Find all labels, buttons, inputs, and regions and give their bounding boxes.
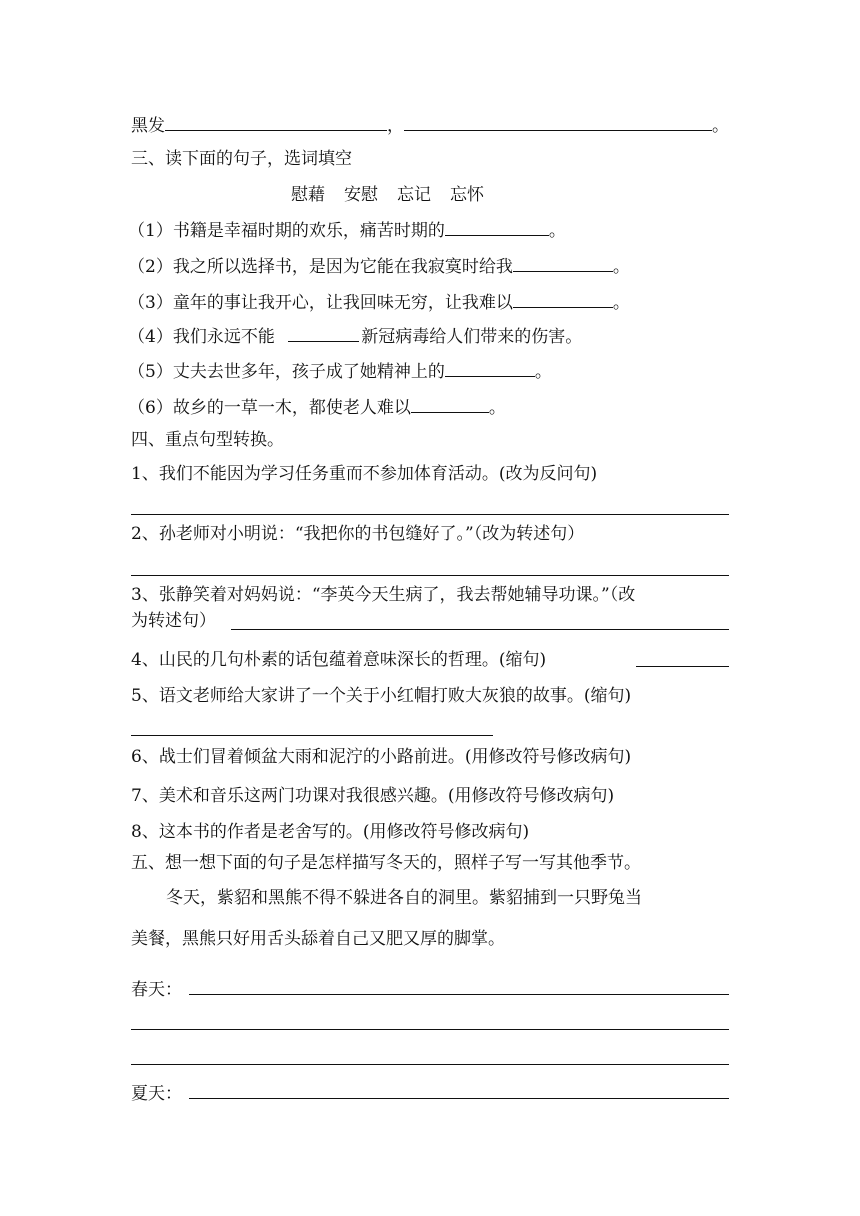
word-option: 忘记	[397, 185, 431, 205]
answer-line[interactable]	[636, 666, 729, 667]
item-text: （1）书籍是幸福时期的欢乐，痛苦时期的	[128, 221, 445, 241]
fill-item-2	[128, 253, 728, 279]
answer-line[interactable]	[131, 575, 729, 576]
answer-line[interactable]	[131, 735, 493, 736]
question-text: 4、山民的几句朴素的话包蕴着意味深长的哲理。(缩句)	[131, 650, 547, 670]
spring-answer-line[interactable]	[131, 1029, 729, 1030]
item-text: （4）我们永远不能	[128, 327, 281, 347]
heifa-line	[131, 112, 731, 138]
answer-blank[interactable]	[404, 112, 712, 131]
fill-item-5	[128, 358, 728, 384]
question-text: 为转述句）	[131, 611, 216, 631]
question-5: 5、语文老师给大家讲了一个关于小红帽打败大灰狼的故事。(缩句)	[131, 686, 632, 706]
item-text: （6）故乡的一草一木，都使老人难以	[128, 398, 411, 418]
item-text: （5）丈夫去世多年，孩子成了她精神上的	[128, 362, 445, 382]
answer-blank[interactable]	[411, 394, 489, 413]
item-end: 新冠病毒给人们带来的伤害。	[361, 327, 583, 347]
question-8: 8、这本书的作者是老舍写的。(用修改符号修改病句)	[131, 822, 530, 842]
question-6: 6、战士们冒着倾盆大雨和泥泞的小路前进。(用修改符号修改病句)	[131, 747, 632, 767]
item-end: 。	[488, 398, 506, 418]
answer-blank[interactable]	[513, 253, 613, 272]
item-end: 。	[548, 221, 566, 241]
question-2: 2、孙老师对小明说：“我把你的书包缝好了。”（改为转述句）	[131, 524, 585, 544]
summer-answer-line[interactable]	[189, 1098, 729, 1099]
fill-item-1	[128, 217, 728, 243]
answer-blank[interactable]	[165, 112, 387, 131]
section-4-title: 四、重点句型转换。	[131, 430, 284, 450]
answer-blank[interactable]	[288, 323, 359, 342]
summer-label: 夏天：	[131, 1084, 182, 1104]
question-4	[131, 648, 731, 672]
answer-line[interactable]	[231, 629, 729, 630]
answer-blank[interactable]	[513, 289, 613, 308]
spring-label: 春天：	[131, 980, 182, 1000]
word-option: 安慰	[344, 185, 378, 205]
example-paragraph-line-1: 冬天，紫貂和黑熊不得不躲进各自的洞里。紫貂捕到一只野兔当	[166, 888, 642, 908]
question-3: 3、张静笑着对妈妈说：“李英今天生病了，我去帮她辅导功课。”（改	[131, 585, 636, 605]
question-7: 7、美术和音乐这两门功课对我很感兴趣。(用修改符号修改病句)	[131, 786, 615, 806]
answer-line[interactable]	[131, 514, 729, 515]
comma: ，	[387, 116, 404, 136]
heifa-label: 黑发	[131, 116, 165, 136]
word-option: 慰藉	[291, 185, 325, 205]
example-paragraph-line-2: 美餐，黑熊只好用舌头舔着自己又肥又厚的脚掌。	[131, 929, 505, 949]
item-text: （3）童年的事让我开心，让我回味无穷，让我难以	[128, 293, 513, 313]
item-end: 。	[612, 293, 630, 313]
item-end: 。	[612, 257, 630, 277]
section-3-title: 三、读下面的句子，选词填空	[131, 149, 352, 169]
fill-item-3	[128, 289, 728, 315]
spring-answer-line[interactable]	[189, 994, 729, 995]
answer-blank[interactable]	[445, 358, 535, 377]
item-end: 。	[534, 362, 552, 382]
word-bank	[291, 183, 591, 207]
period: 。	[712, 116, 729, 136]
item-text: （2）我之所以选择书，是因为它能在我寂寞时给我	[128, 257, 513, 277]
fill-item-4	[128, 323, 728, 349]
fill-item-6	[128, 394, 728, 420]
answer-blank[interactable]	[445, 217, 549, 236]
word-option: 忘怀	[450, 185, 484, 205]
section-5-title: 五、想一想下面的句子是怎样描写冬天的，照样子写一写其他季节。	[131, 853, 641, 873]
question-1: 1、我们不能因为学习任务重而不参加体育活动。(改为反问句)	[131, 464, 598, 484]
spring-answer-line[interactable]	[131, 1064, 729, 1065]
